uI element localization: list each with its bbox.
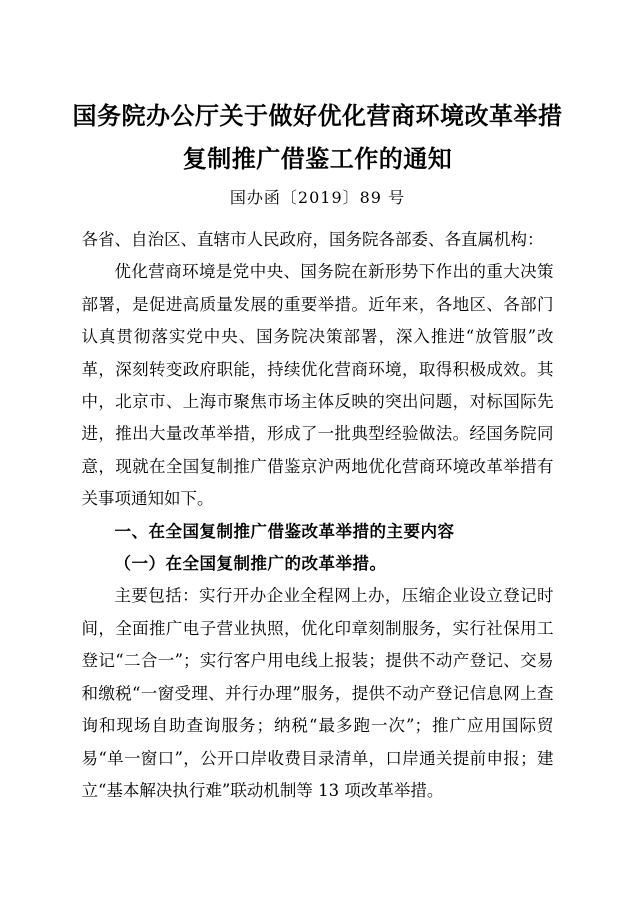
document-title-line-1: 国务院办公厅关于做好优化营商环境改革举措 <box>72 101 563 130</box>
section-heading-1: 一、在全国复制推广借鉴改革举措的主要内容 <box>114 521 455 541</box>
document-body <box>82 224 554 807</box>
document-title-line-2: 复制推广借鉴工作的通知 <box>182 144 453 173</box>
document-number: 国办函〔2019〕89 号 <box>229 188 406 207</box>
salutation-line: 各省、自治区、直辖市人民政府，国务院各部委、各直属机构： <box>81 230 544 249</box>
document-title <box>0 94 635 180</box>
paragraph-measures: 主要包括：实行开办企业全程网上办，压缩企业设立登记时间，全面推广电子营业执照，优化印章刻制服务，实行社保用工登记“二合一”；实行客户用电线上报装；提供不动产登记、交易和缴税“一窗受理、并行办理”服务，提供不动产登记信息网上查询和现场自助查询服务；纳税“最多跑一次”；推广应用国际贸易“单一窗口”，公开口岸收费目录清单，口岸通关提前申报；建立“基本解决执行难”联动机制等 13 项改革举措。 <box>81 586 554 800</box>
subsection-heading-1-1: （一）在全国复制推广的改革举措。 <box>114 554 387 574</box>
paragraph-introduction: 优化营商环境是党中央、国务院在新形势下作出的重大决策部署，是促进高质量发展的重要举措。近年来，各地区、各部门认真贯彻落实党中央、国务院决策部署，深入推进“放管服”改革，深刻转变政府职能，持续优化营商环境，取得积极成效。其中，北京市、上海市聚焦市场主体反映的突出问题，对标国际先进，推出大量改革举措，形成了一批典型经验做法。经国务院同意，现就在全国复制推广借鉴京沪两地优化营商环境改革举措有关事项通知如下。 <box>81 262 554 509</box>
